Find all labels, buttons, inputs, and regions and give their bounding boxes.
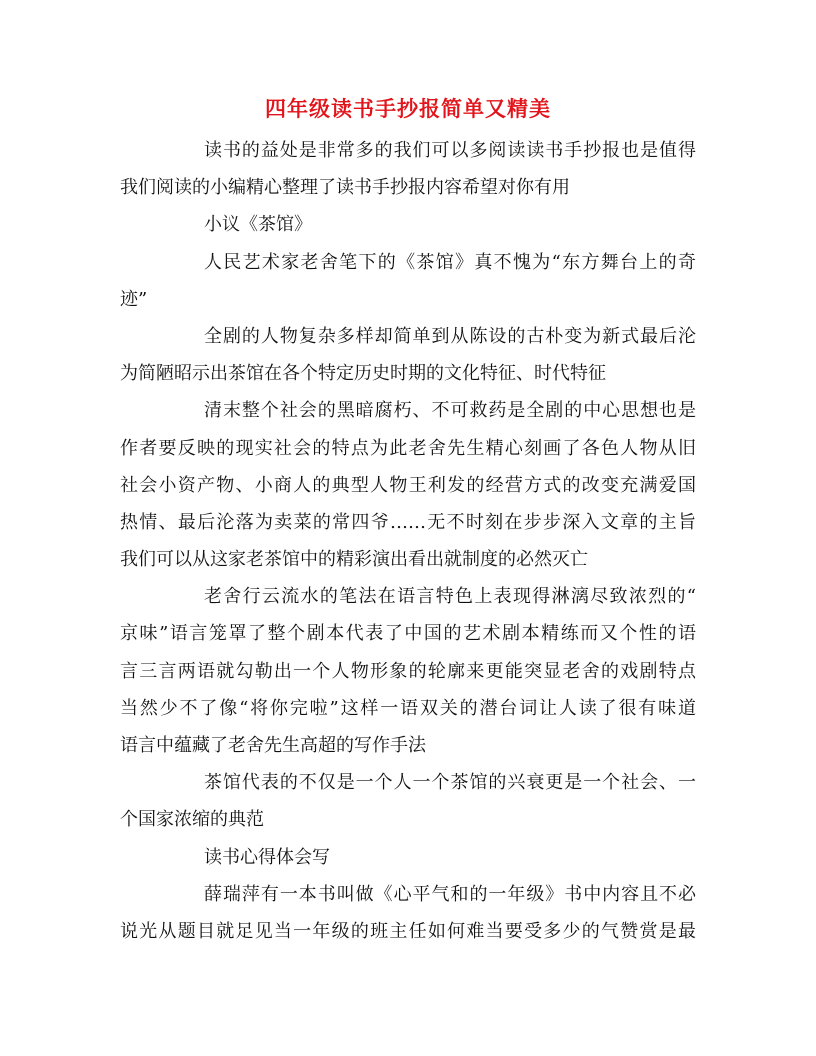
text-line: 作者要反映的现实社会的特点为此老舍先生精心刻画了各色人物从旧 <box>120 437 696 459</box>
text-line: 茶馆代表的不仅是一个人一个茶馆的兴衰更是一个社会、一 <box>204 772 696 794</box>
text-line: 老舍行云流水的笔法在语言特色上表现得淋漓尽致浓烈的“ <box>204 586 696 608</box>
text-line: 当然少不了像“将你完啦”这样一语双关的潜台词让人读了很有味道 <box>120 697 696 719</box>
document-title: 四年级读书手抄报简单又精美 <box>265 96 551 121</box>
document-body <box>120 132 696 950</box>
text-line: 读书心得体会写 <box>204 846 330 868</box>
text-line: 语言中蕴藏了老舍先生高超的写作手法 <box>120 735 426 756</box>
text-line: 我们阅读的小编精心整理了读书手抄报内容希望对你有用 <box>120 177 570 199</box>
text-line: 社会小资产物、小商人的典型人物王利发的经营方式的改变充满爱国 <box>120 474 696 496</box>
text-line: 热情、最后沦落为卖菜的常四爷……无不时刻在步步深入文章的主旨 <box>120 511 696 533</box>
text-line: 个国家浓缩的典范 <box>120 809 264 831</box>
text-line: 我们可以从这家老茶馆中的精彩演出看出就制度的必然灭亡 <box>120 549 588 571</box>
text-line: 人民艺术家老舍笔下的《茶馆》真不愧为“东方舞台上的奇 <box>204 251 696 273</box>
text-line: 为简陋昭示出茶馆在各个特定历史时期的文化特征、时代特征 <box>120 363 606 385</box>
text-line: 全剧的人物复杂多样却简单到从陈设的古朴变为新式最后沦 <box>204 325 696 347</box>
text-line: 言三言两语就勾勒出一个人物形象的轮廓来更能突显老舍的戏剧特点 <box>120 660 696 682</box>
text-line: 迹” <box>120 288 148 310</box>
text-line: 说光从题目就足见当一年级的班主任如何难当要受多少的气赞赏是最 <box>120 920 696 942</box>
text-line: 清末整个社会的黑暗腐朽、不可救药是全剧的中心思想也是 <box>204 400 696 422</box>
text-line: 小议《茶馆》 <box>204 214 312 236</box>
text-line: 读书的益处是非常多的我们可以多阅读读书手抄报也是值得 <box>204 140 696 161</box>
text-line: 薛瑞萍有一本书叫做《心平气和的一年级》书中内容且不必 <box>204 883 696 905</box>
text-line: 京味”语言笼罩了整个剧本代表了中国的艺术剧本精练而又个性的语 <box>120 623 696 645</box>
